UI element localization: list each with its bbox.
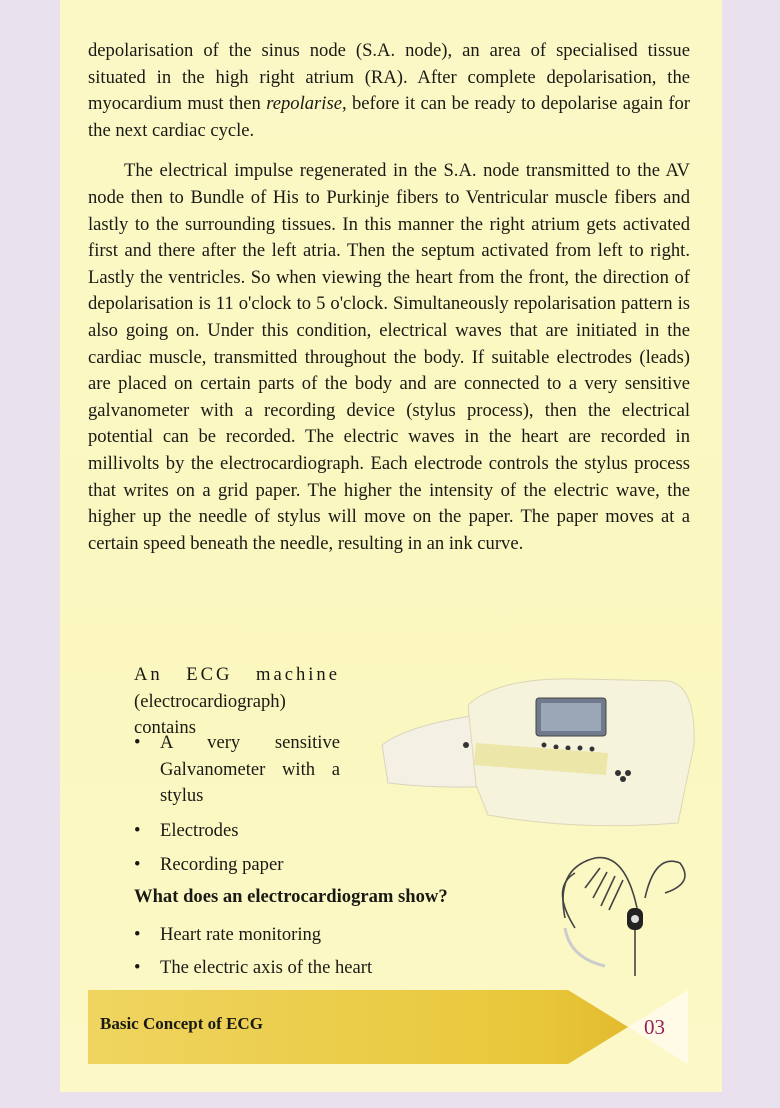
answers-list — [134, 922, 454, 981]
footer-title: Basic Concept of ECG — [100, 1014, 263, 1033]
paragraph-1-end: , before it can be ready to depolarise again for the next cardiac cycle. — [88, 93, 690, 141]
page-number: 03 — [644, 1015, 665, 1039]
list-item — [134, 955, 454, 982]
components-list — [134, 730, 340, 879]
list-item-text: Electrodes — [160, 819, 239, 841]
list-item-text: Recording paper — [160, 854, 284, 876]
ecg-machine-image — [378, 665, 703, 835]
intro-line-1: An ECG machine — [134, 664, 340, 685]
list-item-text: • A very sensitive Galvanometer with a stylus — [160, 732, 340, 807]
list-item — [134, 852, 340, 879]
list-item — [134, 818, 340, 845]
list-item-text: The electric axis of the heart — [160, 956, 373, 978]
intro-line-2: (electrocardiograph) contains — [134, 690, 286, 739]
page-footer — [88, 990, 688, 1064]
list-item — [134, 730, 340, 810]
electrode-cables-image — [545, 848, 705, 978]
paragraph-1 — [88, 38, 690, 144]
list-item-text: Heart rate monitoring — [160, 924, 322, 945]
list-item — [134, 922, 454, 949]
italic-term: repolarise — [266, 93, 342, 115]
paragraph-2: The electrical impulse regenerated in the S.A. node transmitted to the AV node then to Bundle of His to Purkinje fibers to Ventricular muscle fibers and lastly to the surrounding tissues. In this manner the right atrium gets activated first and there after the left atria. Then the septum activated from left to right. Lastly the ventricles. So when viewing the heart from the front, the direction of depolarisation is 11 o'clock to 5 o'clock. Simultaneously repolarisation pattern is also going on. Under this condition, electrical waves that are initiated in the cardiac muscle, transmitted throughout the body. If suitable electrodes (leads) are placed on certain parts of the body and are connected to a very sensitive galvanometer with a recording device (stylus process), then the electrical potential can be recorded. The electric waves in the heart are recorded in millivolts by the electrocardiograph. Each electrode controls the stylus process that writes on a grid paper. The higher the intensity of the electric wave, the higher up the needle of stylus will move on the paper. The paper moves at a certain speed beneath the needle, resulting in an ink curve. — [88, 160, 690, 554]
paragraph-1-start: depolarisation of the sinus node (S.A. node), an area of specialised tissue situated in the high right atrium (RA). After complete depolarisation, the myocardium must then — [88, 40, 690, 115]
body-text — [88, 38, 690, 557]
section-question: What does an electrocardiogram show? — [134, 886, 448, 907]
